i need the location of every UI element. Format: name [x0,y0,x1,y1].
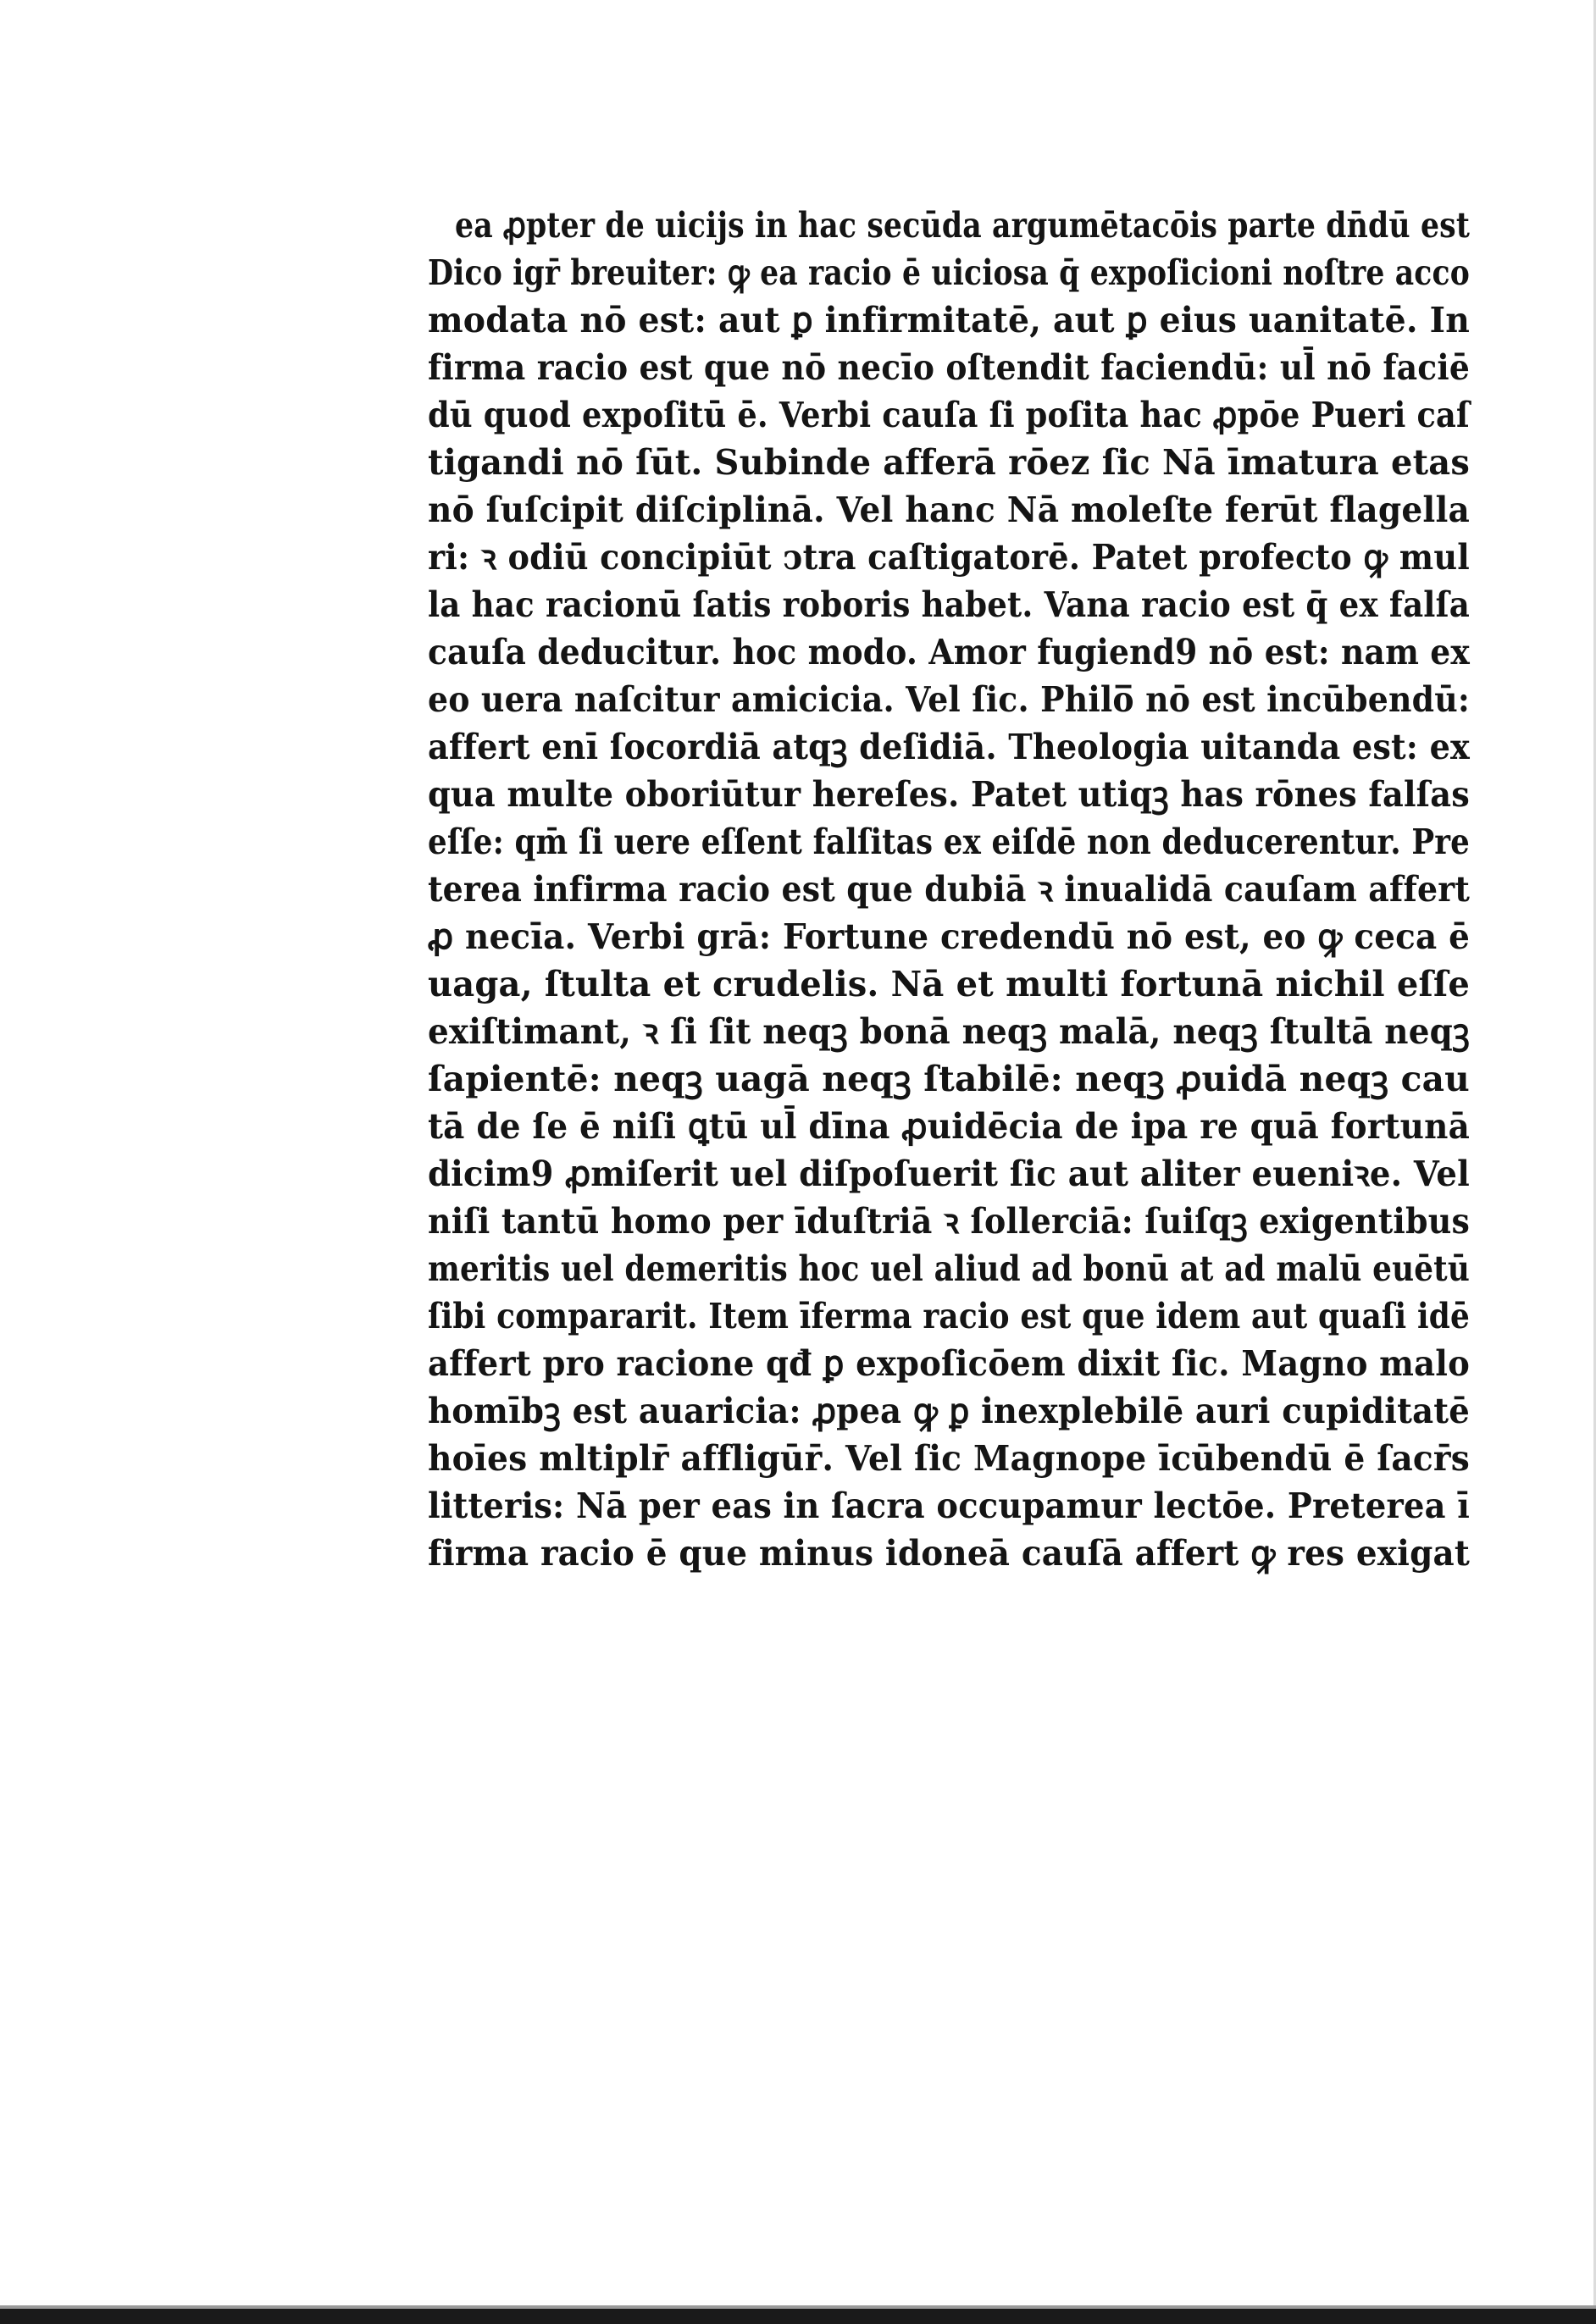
text-line: cauſa deducitur. hoc modo. Amor fugiend9 nō est: nam ex [428,632,1470,672]
text-line: ſapientē: neqꝫ uagā neqꝫ ſtabilē: neqꝫ ꝓuidā neqꝫ cau [428,1059,1470,1099]
text-line: nō ſuſcipit diſciplinā. Vel hanc Nā moleſte ferūt flagella [428,490,1470,530]
text-line: Dico igr̄ breuiter: ꝙ ea racio ē uiciosa q̄ expoſicioni noſtre acco [428,252,1470,293]
text-line: dicim9 ꝓmiſerit uel diſpoſuerit ſic aut aliter eueniꝛe. Vel [428,1154,1470,1194]
text-line: ri: ꝛ odiū concipiūt ↄtra caſtigatorē. Patet profecto ꝙ mul [428,537,1470,578]
text-line: eo uera naſcitur amicicia. Vel ſic. Philo̅ nō est incūbendū: [428,679,1470,720]
text-line: exiſtimant, ꝛ ſi ſit neqꝫ bonā neqꝫ malā, neqꝫ ſtultā neqꝫ [428,1011,1470,1052]
text-line: affert pro racione qđ ꝑ expoſicōem dixit ſic. Magno malo [428,1343,1470,1384]
text-line: tā de ſe ē niſi ꝗtū ul̄ dīna ꝓuidēcia de ipa re quā fortunā [428,1106,1470,1147]
text-line: ea ꝓpter de uicijs in hac secūda argumētacōis parte dn̄dū est [455,205,1470,246]
text-line: uaga, ſtulta et crudelis. Nā et multi fortunā nichil eſſe [428,964,1470,1004]
text-line: qua multe oboriūtur hereſes. Patet utiqꝫ has rōnes falſas [428,774,1470,815]
text-line: firma racio ē que minus idoneā cauſā affert ꝙ res exigat [428,1533,1470,1574]
text-line: hoīes mltiplr̄ affligūr̄. Vel ſic Magnope īcūbendū ē ſacr̄s [428,1438,1470,1479]
text-line: terea infirma racio est que dubiā ꝛ inualidā cauſam affert [428,869,1470,910]
text-line: meritis uel demeritis hoc uel aliud ad bonū at ad malū euētū [428,1248,1470,1289]
text-line: firma racio est que nō necīo oſtendit faciendū: ul̄ nō faciē [428,347,1470,388]
incunable-text-block [428,202,1470,1577]
text-line: tigandi nō ſūt. Subinde afferā rōez ſic Nā īmatura etas [428,442,1470,483]
text-line: eſſe: qm̄ ſi uere eſſent falſitas ex eiſdē non deducerentur. Pre [428,822,1470,862]
text-line: litteris: Nā per eas in ſacra occupamur lectōe. Preterea ī [428,1486,1470,1526]
text-line: niſi tantū homo per īduſtriā ꝛ ſollerciā: ſuiſqꝫ exigentibus [428,1201,1470,1242]
text-line: homībꝫ est auaricia: ꝓpea ꝙ ꝑ inexplebilē auri cupiditatē [428,1391,1470,1431]
text-line: affert enī ſocordiā atqꝫ deſidiā. Theologia uitanda est: ex [428,727,1470,767]
text-line: ſibi compararit. Item īferma racio est que idem aut quaſi idē [428,1296,1470,1336]
text-line: dū quod expoſitū ē. Verbi cauſa ſi poſita hac ꝓpōe Pueri caſ [428,395,1470,435]
text-line: ꝓ necīa. Verbi grā: Fortune credendū nō est, eo ꝙ ceca ē [428,916,1470,957]
scan-edge-bottom [0,2309,1596,2324]
text-line: modata nō est: aut ꝑ infirmitatē, aut ꝑ eius uanitatē. In [428,300,1470,340]
text-line: la hac racionū ſatis roboris habet. Vana racio est q̄ ex falſa [428,584,1470,625]
